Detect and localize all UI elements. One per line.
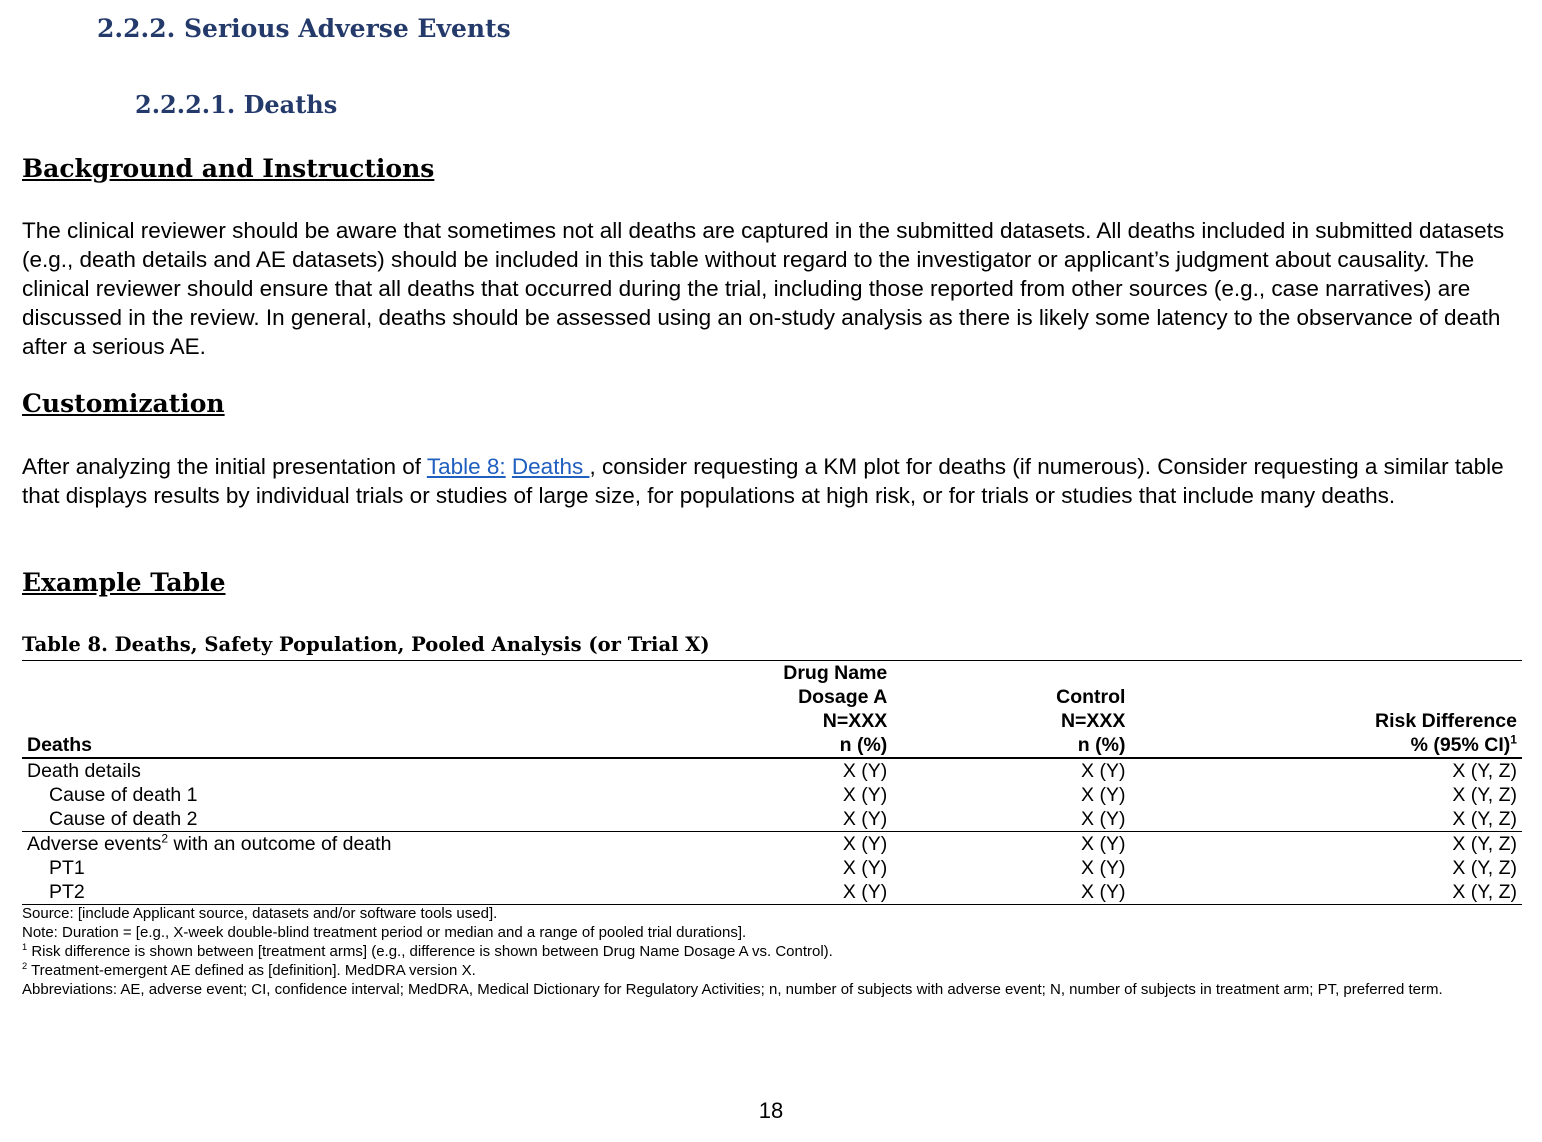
header-risk-difference: [1130, 661, 1522, 759]
source-note: Source: [include Applicant source, datasets and/or software tools used].: [22, 905, 498, 922]
footnote-1-text: Risk difference is shown between [treatment arms] (e.g., difference is shown between Drug Name Dosage A vs. Control).: [27, 943, 833, 960]
customization-heading: Customization: [22, 389, 225, 418]
row-label: Cause of death 1: [49, 784, 198, 806]
background-heading: Background and Instructions: [22, 154, 435, 183]
header-drug-line-1: Drug Name: [783, 662, 888, 684]
row-drug-value: X (Y): [842, 784, 888, 806]
table-row: [22, 807, 1522, 832]
row-control-value: X (Y): [1081, 881, 1126, 903]
row-label: [22, 832, 635, 857]
duration-note: Note: Duration = [e.g., X-week double-blind treatment period or median and a range of pooled trial durations].: [22, 924, 747, 941]
table-header-row: [22, 661, 1522, 759]
row-drug-value: X (Y): [842, 881, 888, 903]
example-table-heading: Example Table: [22, 568, 226, 597]
header-drug-line-3: N=XXX: [822, 710, 888, 732]
row-label: Cause of death 2: [49, 808, 198, 830]
table-row: [22, 832, 1522, 857]
table-row: [22, 880, 1522, 905]
row-label: PT2: [49, 881, 85, 903]
row-risk-difference: X (Y, Z): [1452, 881, 1517, 903]
row-label-text: Adverse events: [27, 833, 162, 855]
row-control-value: X (Y): [1081, 833, 1126, 855]
header-rd-text: % (95% CI): [1410, 734, 1511, 756]
row-risk-difference: X (Y, Z): [1452, 833, 1517, 855]
customization-paragraph: [22, 452, 1522, 510]
header-drug-line-2: Dosage A: [798, 686, 888, 708]
table-8-link[interactable]: Table 8:: [426, 454, 506, 479]
row-label-text-post: with an outcome of death: [168, 833, 392, 855]
row-risk-difference: X (Y, Z): [1452, 760, 1517, 782]
abbreviations-note: Abbreviations: AE, adverse event; CI, confidence interval; MedDRA, Medical Dictionary for Regulatory Activities; n, number of subjects with adverse event; N, number of subjects in treatment arm; PT, preferred term.: [22, 981, 1443, 998]
footnote-1: [22, 942, 1522, 961]
row-risk-difference: X (Y, Z): [1452, 784, 1517, 806]
table-caption: Table 8. Deaths, Safety Population, Pooled Analysis (or Trial X): [22, 633, 710, 656]
row-label-footnote: 2: [161, 831, 169, 846]
header-deaths: Deaths: [27, 734, 93, 756]
row-drug-value: X (Y): [842, 760, 888, 782]
footnote-2: [22, 961, 1522, 980]
row-label: Death details: [27, 760, 141, 782]
table-row: [22, 856, 1522, 880]
header-rd-footnote: 1: [1510, 732, 1517, 747]
row-control-value: X (Y): [1081, 808, 1126, 830]
background-paragraph: The clinical reviewer should be aware that sometimes not all deaths are captured in the submitted datasets. All deaths included in submitted datasets (e.g., death details and AE datasets) should be included in this table without regard to the investigator or applicant’s judgment about causality. The clinical reviewer should ensure that all deaths that occurred during the trial, including those reported from other sources (e.g., case narratives) are discussed in the review. In general, deaths should be assessed using an on-study analysis as there is likely some latency to the observance of death after a serious AE.: [22, 218, 1505, 359]
row-label: PT1: [49, 857, 85, 879]
header-control-line-2: N=XXX: [1060, 710, 1126, 732]
header-control: [892, 661, 1130, 759]
customization-text-after: , consider requesting a KM plot for deaths (if numerous). Consider requesting a similar table that displays results by individual trials or studies of large size, for populations at high risk, or for trials or studies that include many deaths.: [22, 454, 1504, 508]
table-row: [22, 783, 1522, 807]
table-row: [22, 758, 1522, 783]
header-control-line-1: Control: [1056, 686, 1126, 708]
page-number: 18: [758, 1098, 784, 1123]
row-control-value: X (Y): [1081, 784, 1126, 806]
header-rd-line-1: Risk Difference: [1375, 710, 1517, 732]
row-risk-difference: X (Y, Z): [1452, 808, 1517, 830]
footnote-2-text: Treatment-emergent AE defined as [definition]. MedDRA version X.: [27, 962, 476, 979]
row-control-value: X (Y): [1081, 857, 1126, 879]
row-drug-value: X (Y): [842, 808, 888, 830]
row-control-value: X (Y): [1081, 760, 1126, 782]
header-drug-name: [635, 661, 893, 759]
header-rd-line-2: [1135, 733, 1517, 757]
deaths-table: [22, 660, 1522, 905]
section-heading-serious-adverse-events: 2.2.2. Serious Adverse Events: [97, 14, 511, 43]
header-drug-line-4: n (%): [839, 734, 888, 756]
table-notes: [22, 904, 1522, 999]
footnote-1-mark: 1: [22, 942, 28, 952]
deaths-link[interactable]: Deaths: [511, 454, 590, 479]
row-drug-value: X (Y): [842, 857, 888, 879]
row-risk-difference: X (Y, Z): [1452, 857, 1517, 879]
header-control-line-3: n (%): [1077, 734, 1126, 756]
footnote-2-mark: 2: [22, 961, 28, 971]
subsection-heading-deaths: 2.2.2.1. Deaths: [135, 90, 338, 119]
row-drug-value: X (Y): [842, 833, 888, 855]
customization-text-before: After analyzing the initial presentation of: [22, 454, 427, 479]
